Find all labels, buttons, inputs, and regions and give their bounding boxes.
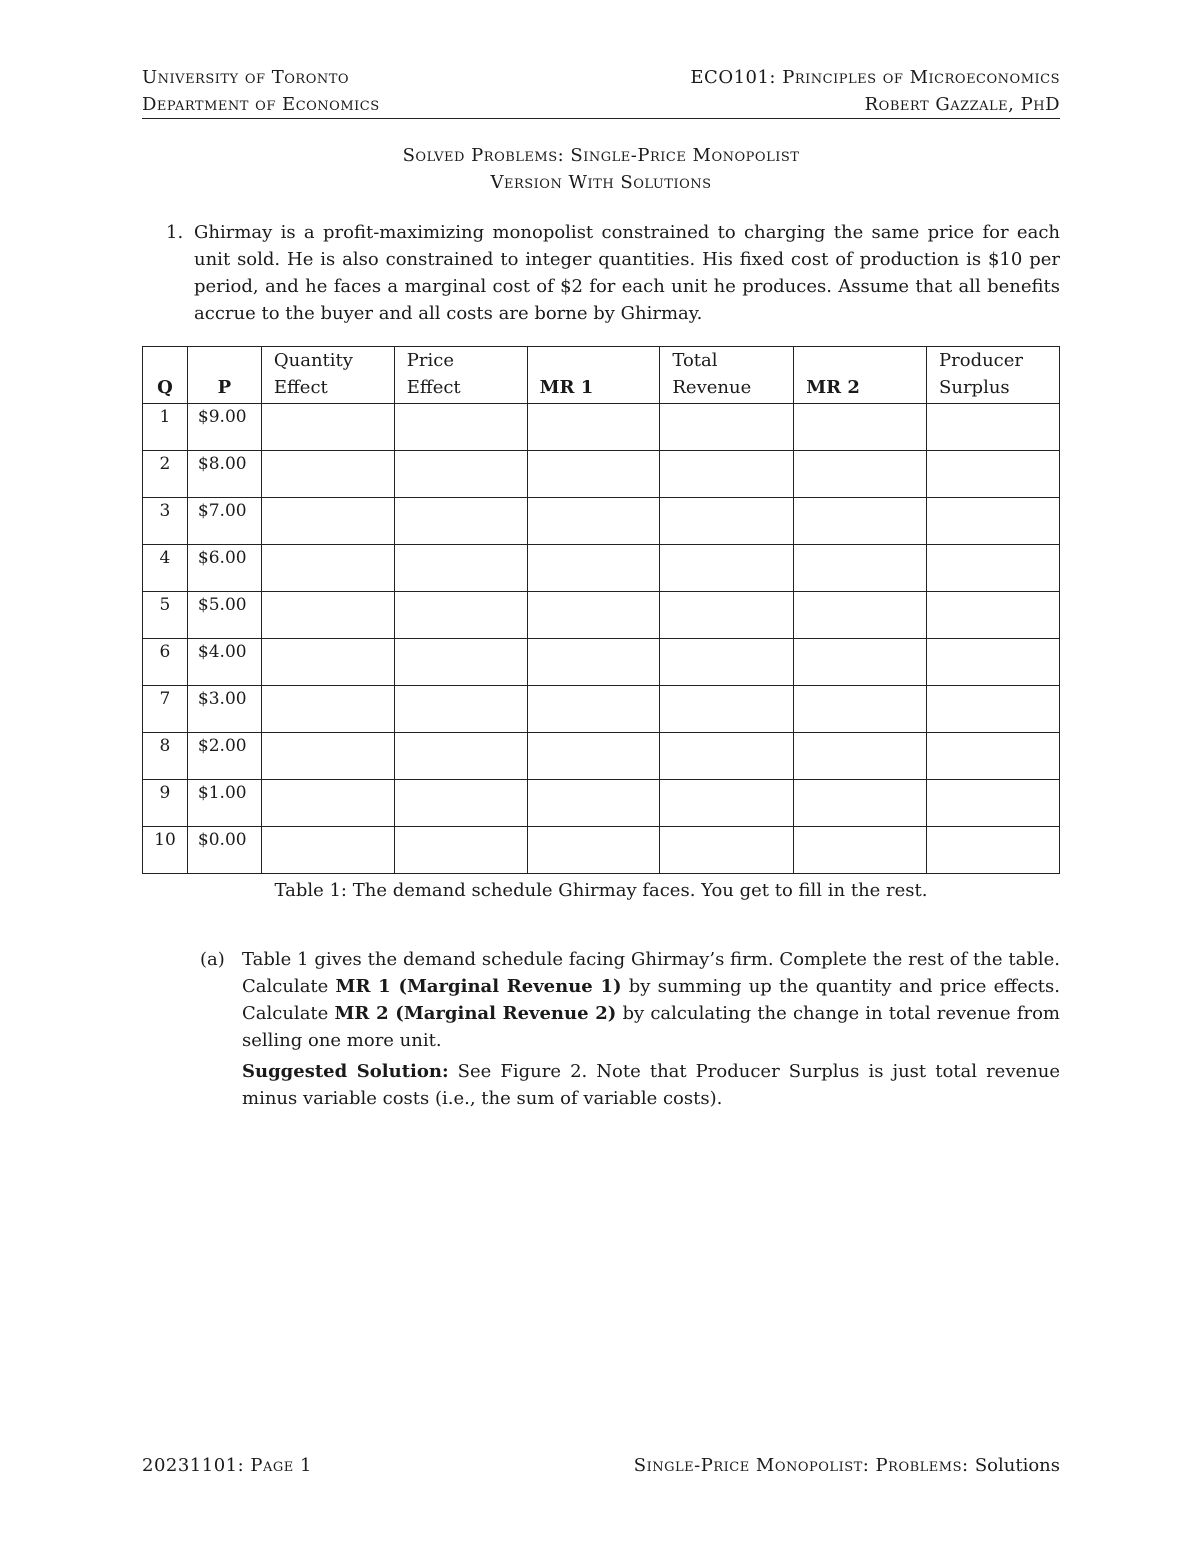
cell-producer-surplus — [927, 498, 1060, 545]
cell-mr2 — [794, 733, 927, 780]
cell-price-effect — [394, 404, 527, 451]
header-mr2: MR 2 — [794, 347, 927, 404]
cell-p: $3.00 — [187, 686, 261, 733]
cell-quantity-effect — [261, 827, 394, 874]
cell-p: $7.00 — [187, 498, 261, 545]
cell-total-revenue — [660, 498, 794, 545]
cell-mr2 — [794, 498, 927, 545]
cell-price-effect — [394, 592, 527, 639]
cell-quantity-effect — [261, 404, 394, 451]
header-total-revenue: Total Revenue — [660, 347, 794, 404]
table-row — [143, 451, 1060, 498]
cell-p: $9.00 — [187, 404, 261, 451]
table-row — [143, 545, 1060, 592]
suggested-solution — [242, 1058, 1060, 1112]
cell-total-revenue — [660, 404, 794, 451]
cell-mr2 — [794, 639, 927, 686]
part-a-label: (a) — [200, 949, 225, 970]
cell-mr2 — [794, 592, 927, 639]
cell-price-effect — [394, 686, 527, 733]
solution-label: Suggested Solution: — [242, 1061, 449, 1082]
cell-quantity-effect — [261, 545, 394, 592]
cell-mr1 — [527, 733, 660, 780]
cell-mr1 — [527, 639, 660, 686]
table-row — [143, 404, 1060, 451]
cell-mr1 — [527, 592, 660, 639]
cell-producer-surplus — [927, 404, 1060, 451]
cell-mr1 — [527, 827, 660, 874]
table-row — [143, 827, 1060, 874]
header-quantity-effect: Quantity Effect — [261, 347, 394, 404]
cell-p: $6.00 — [187, 545, 261, 592]
cell-quantity-effect — [261, 733, 394, 780]
cell-total-revenue — [660, 733, 794, 780]
header-mr1: MR 1 — [527, 347, 660, 404]
cell-q: 3 — [143, 498, 188, 545]
cell-price-effect — [394, 451, 527, 498]
header-price-effect: Price Effect — [394, 347, 527, 404]
cell-p: $2.00 — [187, 733, 261, 780]
cell-quantity-effect — [261, 780, 394, 827]
page-header — [142, 64, 1060, 118]
cell-total-revenue — [660, 592, 794, 639]
cell-total-revenue — [660, 686, 794, 733]
table-row — [143, 780, 1060, 827]
cell-mr2 — [794, 827, 927, 874]
cell-producer-surplus — [927, 733, 1060, 780]
header-producer-surplus: Producer Surplus — [927, 347, 1060, 404]
department-name: Department of Economics — [142, 94, 380, 115]
cell-total-revenue — [660, 639, 794, 686]
table-row — [143, 592, 1060, 639]
cell-mr2 — [794, 404, 927, 451]
title-line-2: Version With Solutions — [490, 172, 712, 193]
cell-producer-surplus — [927, 545, 1060, 592]
solution-text: See Figure 2. Note that Producer Surplus is just total revenue minus variable costs (i.e., the sum of variable costs). — [242, 1061, 1060, 1109]
header-q: Q — [143, 347, 188, 404]
question-1 — [166, 219, 1060, 327]
cell-mr1 — [527, 780, 660, 827]
part-a-text: Table 1 gives the demand schedule facing Ghirmay’s firm. Complete the rest of the table. Calculate MR 1 (Marginal Revenue 1) by summing up the quantity and price effects. Calculate MR 2 (Marginal Revenue 2) by calculating the change in total revenue from selling one more unit. — [242, 949, 1061, 1051]
table-row — [143, 686, 1060, 733]
cell-q: 4 — [143, 545, 188, 592]
cell-q: 10 — [143, 827, 188, 874]
cell-p: $4.00 — [187, 639, 261, 686]
footer-page: 20231101: Page 1 — [142, 1455, 312, 1476]
cell-price-effect — [394, 827, 527, 874]
table-header-row — [143, 347, 1060, 404]
question-number: 1. — [166, 222, 184, 243]
cell-price-effect — [394, 780, 527, 827]
cell-total-revenue — [660, 451, 794, 498]
cell-total-revenue — [660, 827, 794, 874]
table-row — [143, 733, 1060, 780]
table-row — [143, 498, 1060, 545]
cell-price-effect — [394, 545, 527, 592]
cell-producer-surplus — [927, 592, 1060, 639]
document-title — [142, 142, 1060, 196]
cell-mr1 — [527, 498, 660, 545]
cell-price-effect — [394, 639, 527, 686]
question-text: Ghirmay is a profit-maximizing monopolist constrained to charging the same price for each unit sold. He is also constrained to integer quantities. His fixed cost of production is $10 per period, and he faces a marginal cost of $2 for each unit he produces. Assume that all benefits accrue to the buyer and all costs are borne by Ghirmay. — [194, 222, 1060, 324]
cell-mr1 — [527, 545, 660, 592]
header-p: P — [187, 347, 261, 404]
cell-q: 5 — [143, 592, 188, 639]
part-a — [200, 946, 1060, 1112]
cell-quantity-effect — [261, 639, 394, 686]
cell-mr1 — [527, 404, 660, 451]
cell-mr2 — [794, 686, 927, 733]
cell-p: $1.00 — [187, 780, 261, 827]
header-rule — [142, 118, 1060, 119]
cell-q: 2 — [143, 451, 188, 498]
cell-producer-surplus — [927, 639, 1060, 686]
cell-q: 7 — [143, 686, 188, 733]
cell-price-effect — [394, 733, 527, 780]
university-name: University of Toronto — [142, 67, 350, 88]
cell-total-revenue — [660, 780, 794, 827]
cell-q: 9 — [143, 780, 188, 827]
table-caption: Table 1: The demand schedule Ghirmay faces. You get to fill in the rest. — [274, 880, 928, 901]
cell-quantity-effect — [261, 498, 394, 545]
cell-q: 1 — [143, 404, 188, 451]
cell-mr2 — [794, 780, 927, 827]
cell-producer-surplus — [927, 827, 1060, 874]
cell-mr1 — [527, 451, 660, 498]
cell-producer-surplus — [927, 451, 1060, 498]
cell-price-effect — [394, 498, 527, 545]
cell-producer-surplus — [927, 780, 1060, 827]
cell-quantity-effect — [261, 592, 394, 639]
page-footer — [142, 1452, 1060, 1479]
cell-mr2 — [794, 545, 927, 592]
cell-quantity-effect — [261, 686, 394, 733]
cell-quantity-effect — [261, 451, 394, 498]
cell-mr2 — [794, 451, 927, 498]
cell-producer-surplus — [927, 686, 1060, 733]
cell-p: $0.00 — [187, 827, 261, 874]
title-line-1: Solved Problems: Single-Price Monopolist — [402, 145, 800, 166]
cell-q: 8 — [143, 733, 188, 780]
instructor-name: Robert Gazzale, PhD — [864, 94, 1060, 115]
demand-schedule-table — [142, 346, 1060, 874]
cell-p: $8.00 — [187, 451, 261, 498]
cell-mr1 — [527, 686, 660, 733]
cell-p: $5.00 — [187, 592, 261, 639]
table-row — [143, 639, 1060, 686]
footer-title: Single-Price Monopolist: Problems: Solutions — [633, 1455, 1060, 1476]
cell-q: 6 — [143, 639, 188, 686]
cell-total-revenue — [660, 545, 794, 592]
course-title: ECO101: Principles of Microeconomics — [690, 67, 1060, 88]
